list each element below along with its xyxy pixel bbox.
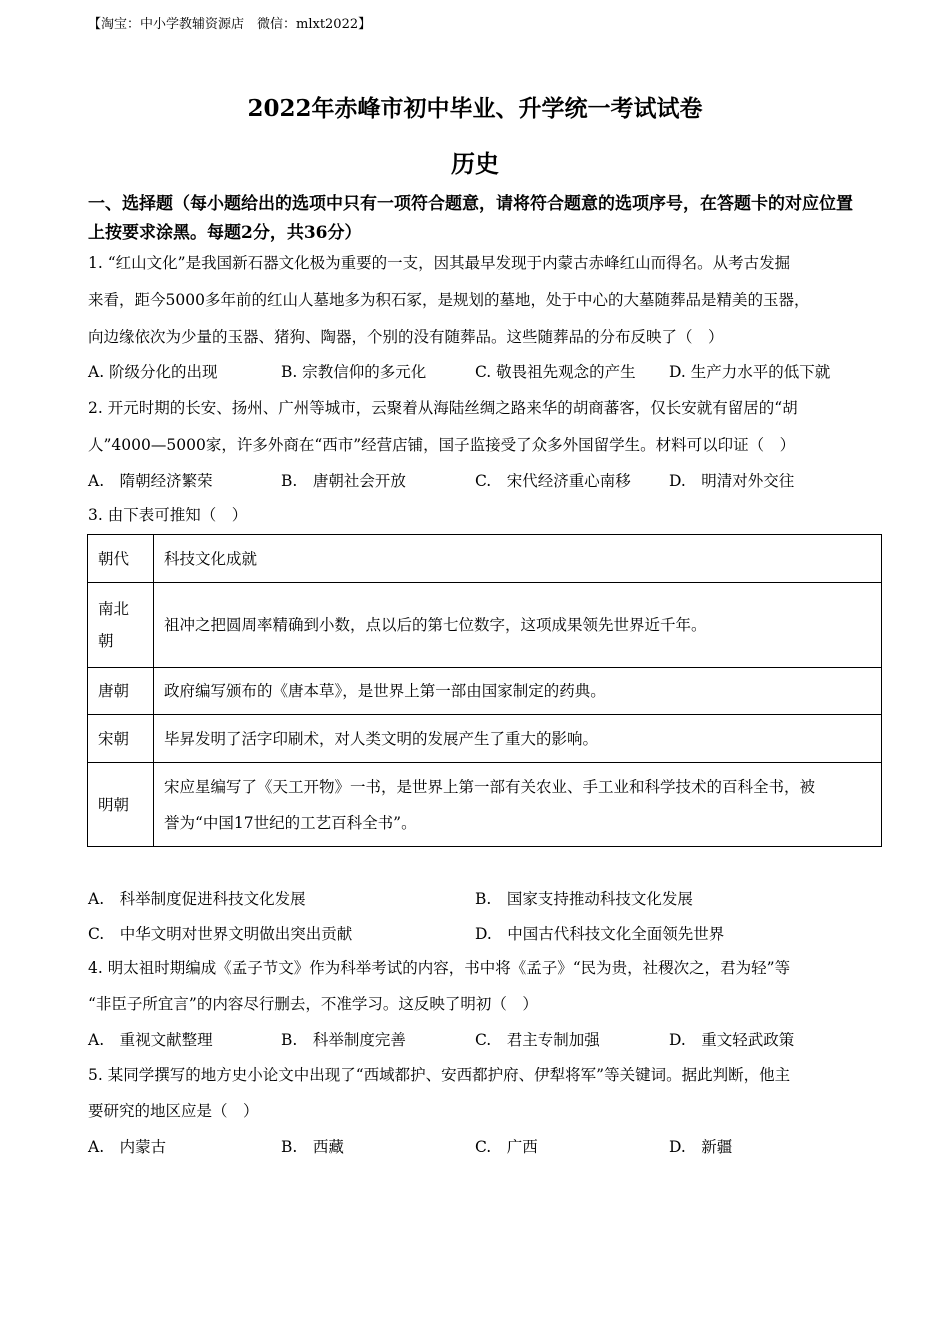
q2-line-1: 2. 开元时期的长安、扬州、广州等城市，云聚着从海陆丝绸之路来华的胡商蕃客，仅长安就有留居的“胡	[88, 399, 798, 417]
q3-table	[87, 534, 882, 847]
q4-option-b: B. 科举制度完善	[281, 1031, 406, 1049]
table-cell-dynasty: 明朝	[88, 763, 154, 847]
table-row	[88, 715, 882, 763]
q1-option-c: C. 敬畏祖先观念的产生	[475, 363, 636, 381]
page-header: 【淘宝：中小学教辅资源店 微信：mlxt2022】	[88, 17, 372, 32]
table-cell-achievement: 祖冲之把圆周率精确到小数，点以后的第七位数字，这项成果领先世界近千年。	[154, 583, 882, 668]
table-cell-dynasty: 宋朝	[88, 715, 154, 763]
q4-option-c: C. 君主专制加强	[475, 1031, 600, 1049]
q4-option-a: A. 重视文献整理	[88, 1031, 213, 1049]
q1-line-3: 向边缘依次为少量的玉器、猪狗、陶器，个别的没有随葬品。这些随葬品的分布反映了（ ）	[88, 328, 724, 346]
table-row	[88, 535, 882, 583]
q1-option-a: A. 阶级分化的出现	[88, 363, 218, 381]
dynasty-line: 南北	[98, 600, 130, 618]
table-header-achievement: 科技文化成就	[154, 535, 882, 583]
table-row	[88, 583, 882, 668]
q3-option-a: A. 科举制度促进科技文化发展	[88, 890, 306, 908]
q3-option-d: D. 中国古代科技文化全面领先世界	[475, 925, 725, 943]
table-cell-achievement	[154, 763, 882, 847]
q2-option-b: B. 唐朝社会开放	[281, 472, 406, 490]
q5-option-d: D. 新疆	[669, 1138, 733, 1156]
q2-line-2: 人”4000—5000家，许多外商在“西市”经营店铺，国子监接受了众多外国留学生。材料可以印证（ ）	[88, 436, 796, 454]
section-heading: 一、选择题（每小题给出的选项中只有一项符合题意，请将符合题意的选项序号，在答题卡的对应位置上按要求涂黑。每题2分，共36分）	[88, 194, 853, 243]
table-cell-achievement: 政府编写颁布的《唐本草》，是世界上第一部由国家制定的药典。	[154, 668, 882, 715]
achievement-line: 誉为“中国17世纪的工艺百科全书”。	[164, 813, 417, 832]
q5-line-1: 5. 某同学撰写的地方史小论文中出现了“西域都护、安西都护府、伊犁将军”等关键词。据此判断，他主	[88, 1066, 791, 1084]
q1-line-1: 1. “红山文化”是我国新石器文化极为重要的一支，因其最早发现于内蒙古赤峰红山而得名。从考古发掘	[88, 254, 791, 272]
q5-option-a: A. 内蒙古	[88, 1138, 167, 1156]
table-row	[88, 668, 882, 715]
table-header-dynasty: 朝代	[88, 535, 154, 583]
table-cell-dynasty: 唐朝	[88, 668, 154, 715]
q1-option-d: D. 生产力水平的低下就	[669, 363, 831, 381]
q3-option-b: B. 国家支持推动科技文化发展	[475, 890, 693, 908]
q4-option-d: D. 重文轻武政策	[669, 1031, 795, 1049]
table-cell-dynasty	[88, 583, 154, 668]
table-row	[88, 763, 882, 847]
q4-line-1: 4. 明太祖时期编成《孟子节文》作为科举考试的内容，书中将《孟子》“民为贵，社稷次之，君为轻”等	[88, 959, 791, 977]
table-cell-achievement: 毕昇发明了活字印刷术，对人类文明的发展产生了重大的影响。	[154, 715, 882, 763]
q5-option-c: C. 广西	[475, 1138, 538, 1156]
q1-line-2: 来看，距今5000多年前的红山人墓地多为积石冢，是规划的墓地，处于中心的大墓随葬品是精美的玉器，	[88, 291, 810, 309]
q3-stem: 3. 由下表可推知（ ）	[88, 506, 248, 524]
achievement-line: 宋应星编写了《天工开物》一书，是世界上第一部有关农业、手工业和科学技术的百科全书，被	[164, 777, 816, 796]
q2-option-d: D. 明清对外交往	[669, 472, 795, 490]
q5-option-b: B. 西藏	[281, 1138, 344, 1156]
q2-option-a: A. 隋朝经济繁荣	[88, 472, 213, 490]
q2-option-c: C. 宋代经济重心南移	[475, 472, 631, 490]
q4-line-2: “非臣子所宜言”的内容尽行删去，不准学习。这反映了明初（ ）	[88, 995, 538, 1013]
q3-option-c: C. 中华文明对世界文明做出突出贡献	[88, 925, 353, 943]
exam-subject: 历史	[451, 149, 499, 178]
q5-line-2: 要研究的地区应是（ ）	[88, 1102, 259, 1120]
exam-title: 2022年赤峰市初中毕业、升学统一考试试卷	[247, 95, 703, 122]
dynasty-line: 朝	[98, 632, 114, 650]
q1-option-b: B. 宗教信仰的多元化	[281, 363, 427, 381]
